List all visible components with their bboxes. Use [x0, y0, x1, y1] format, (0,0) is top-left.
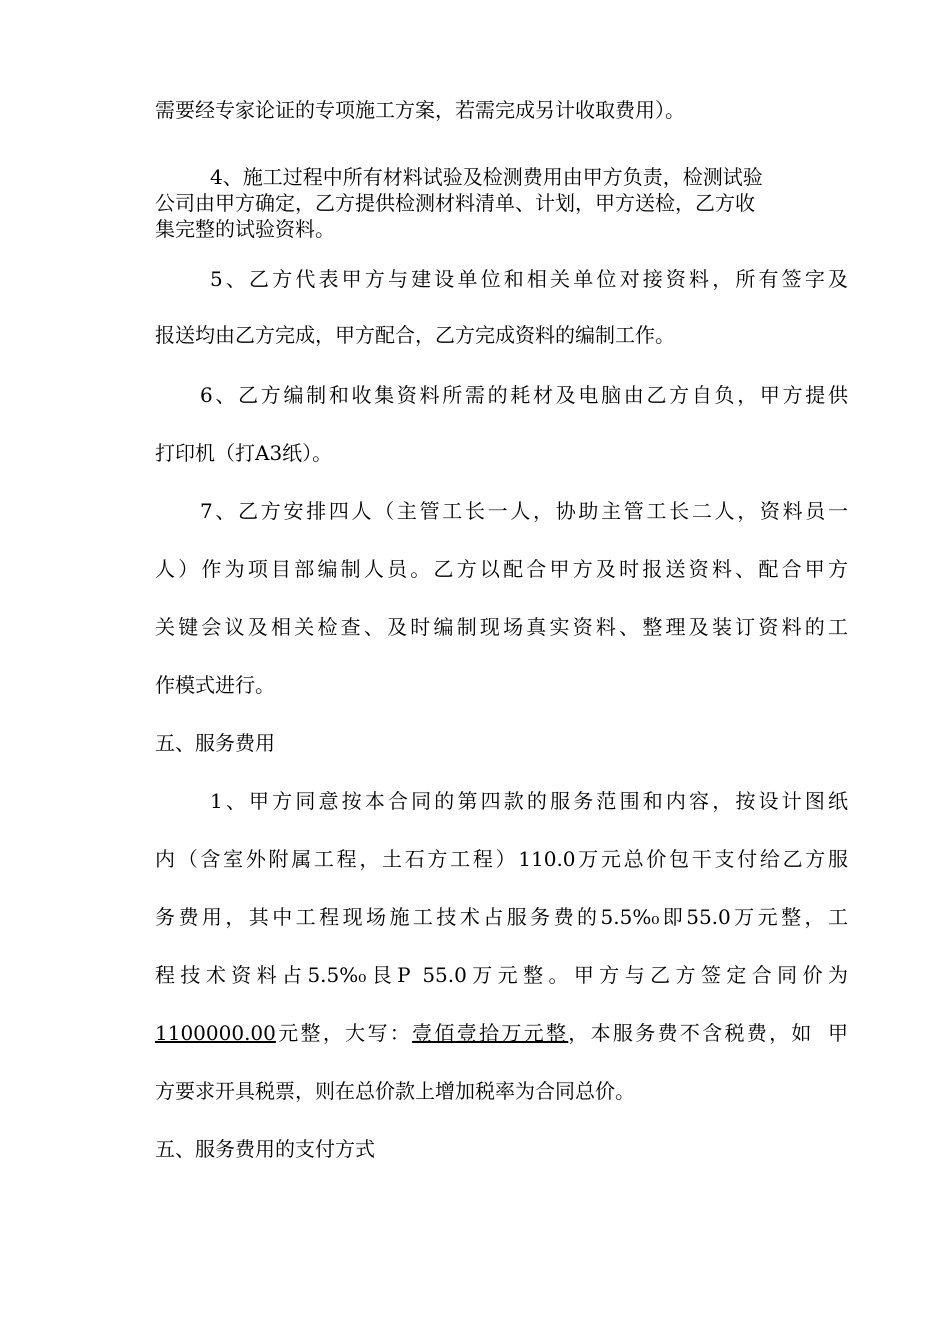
- fee-line5-mid: 元整，大写：: [275, 1021, 413, 1045]
- item7-line1: 7、乙方安排四人（主管工长一人，协助主管工长二人，资料员一: [200, 499, 848, 523]
- item5-line2: 报送均由乙方完成，甲方配合，乙方完成资料的编制工作。: [155, 323, 675, 347]
- section-payment-heading: 五、服务费用的支付方式: [155, 1137, 375, 1161]
- section-fee-heading: 五、服务费用: [155, 731, 275, 755]
- item4-line3: 集完整的试验资料。: [155, 217, 335, 241]
- fee-line2: 内（含室外附属工程，土石方工程）110.0万元总价包干支付给乙方服: [155, 847, 848, 871]
- item7-line2: 人）作为项目部编制人员。乙方以配合甲方及时报送资料、配合甲方: [155, 557, 848, 581]
- item5-line1: 5、乙方代表甲方与建设单位和相关单位对接资料，所有签字及: [210, 267, 848, 291]
- paragraph-continuation-line: 需要经专家论证的专项施工方案，若需完成另计收取费用）。: [155, 98, 685, 122]
- fee-line1: 1、甲方同意按本合同的第四款的服务范围和内容，按设计图纸: [210, 789, 848, 813]
- fee-line5: [155, 1020, 848, 1046]
- fee-line5-end: ，本服务费不含税费，如: [568, 1021, 814, 1045]
- item7-line3: 关键会议及相关检查、及时编制现场真实资料、整理及装订资料的工: [155, 615, 848, 639]
- fee-line4: 程技术资料占5.5%₀艮P 55.0万元整。甲方与乙方签定合同价为: [155, 963, 848, 987]
- fee-line3: 务费用，其中工程现场施工技术占服务费的5.5%₀即55.0万元整，工: [155, 905, 848, 929]
- fee-line6: 方要求开具税票，则在总价款上增加税率为合同总价。: [155, 1079, 635, 1103]
- contract-amount-capital: 壹佰壹拾万元整: [412, 1021, 569, 1045]
- item6-line2: 打印机（打A3纸）。: [155, 441, 333, 465]
- item4-line2: 公司由甲方确定，乙方提供检测材料清单、计划，甲方送检，乙方收: [155, 191, 755, 215]
- fee-line5-tail: 甲: [825, 1021, 849, 1045]
- item4-line1: 4、施工过程中所有材料试验及检测费用由甲方负责，检测试验: [210, 165, 763, 189]
- item6-line1: 6、乙方编制和收集资料所需的耗材及电脑由乙方自负，甲方提供: [200, 383, 848, 407]
- item7-line4: 作模式进行。: [155, 673, 275, 697]
- contract-amount-number: 1100000.00: [155, 1021, 276, 1045]
